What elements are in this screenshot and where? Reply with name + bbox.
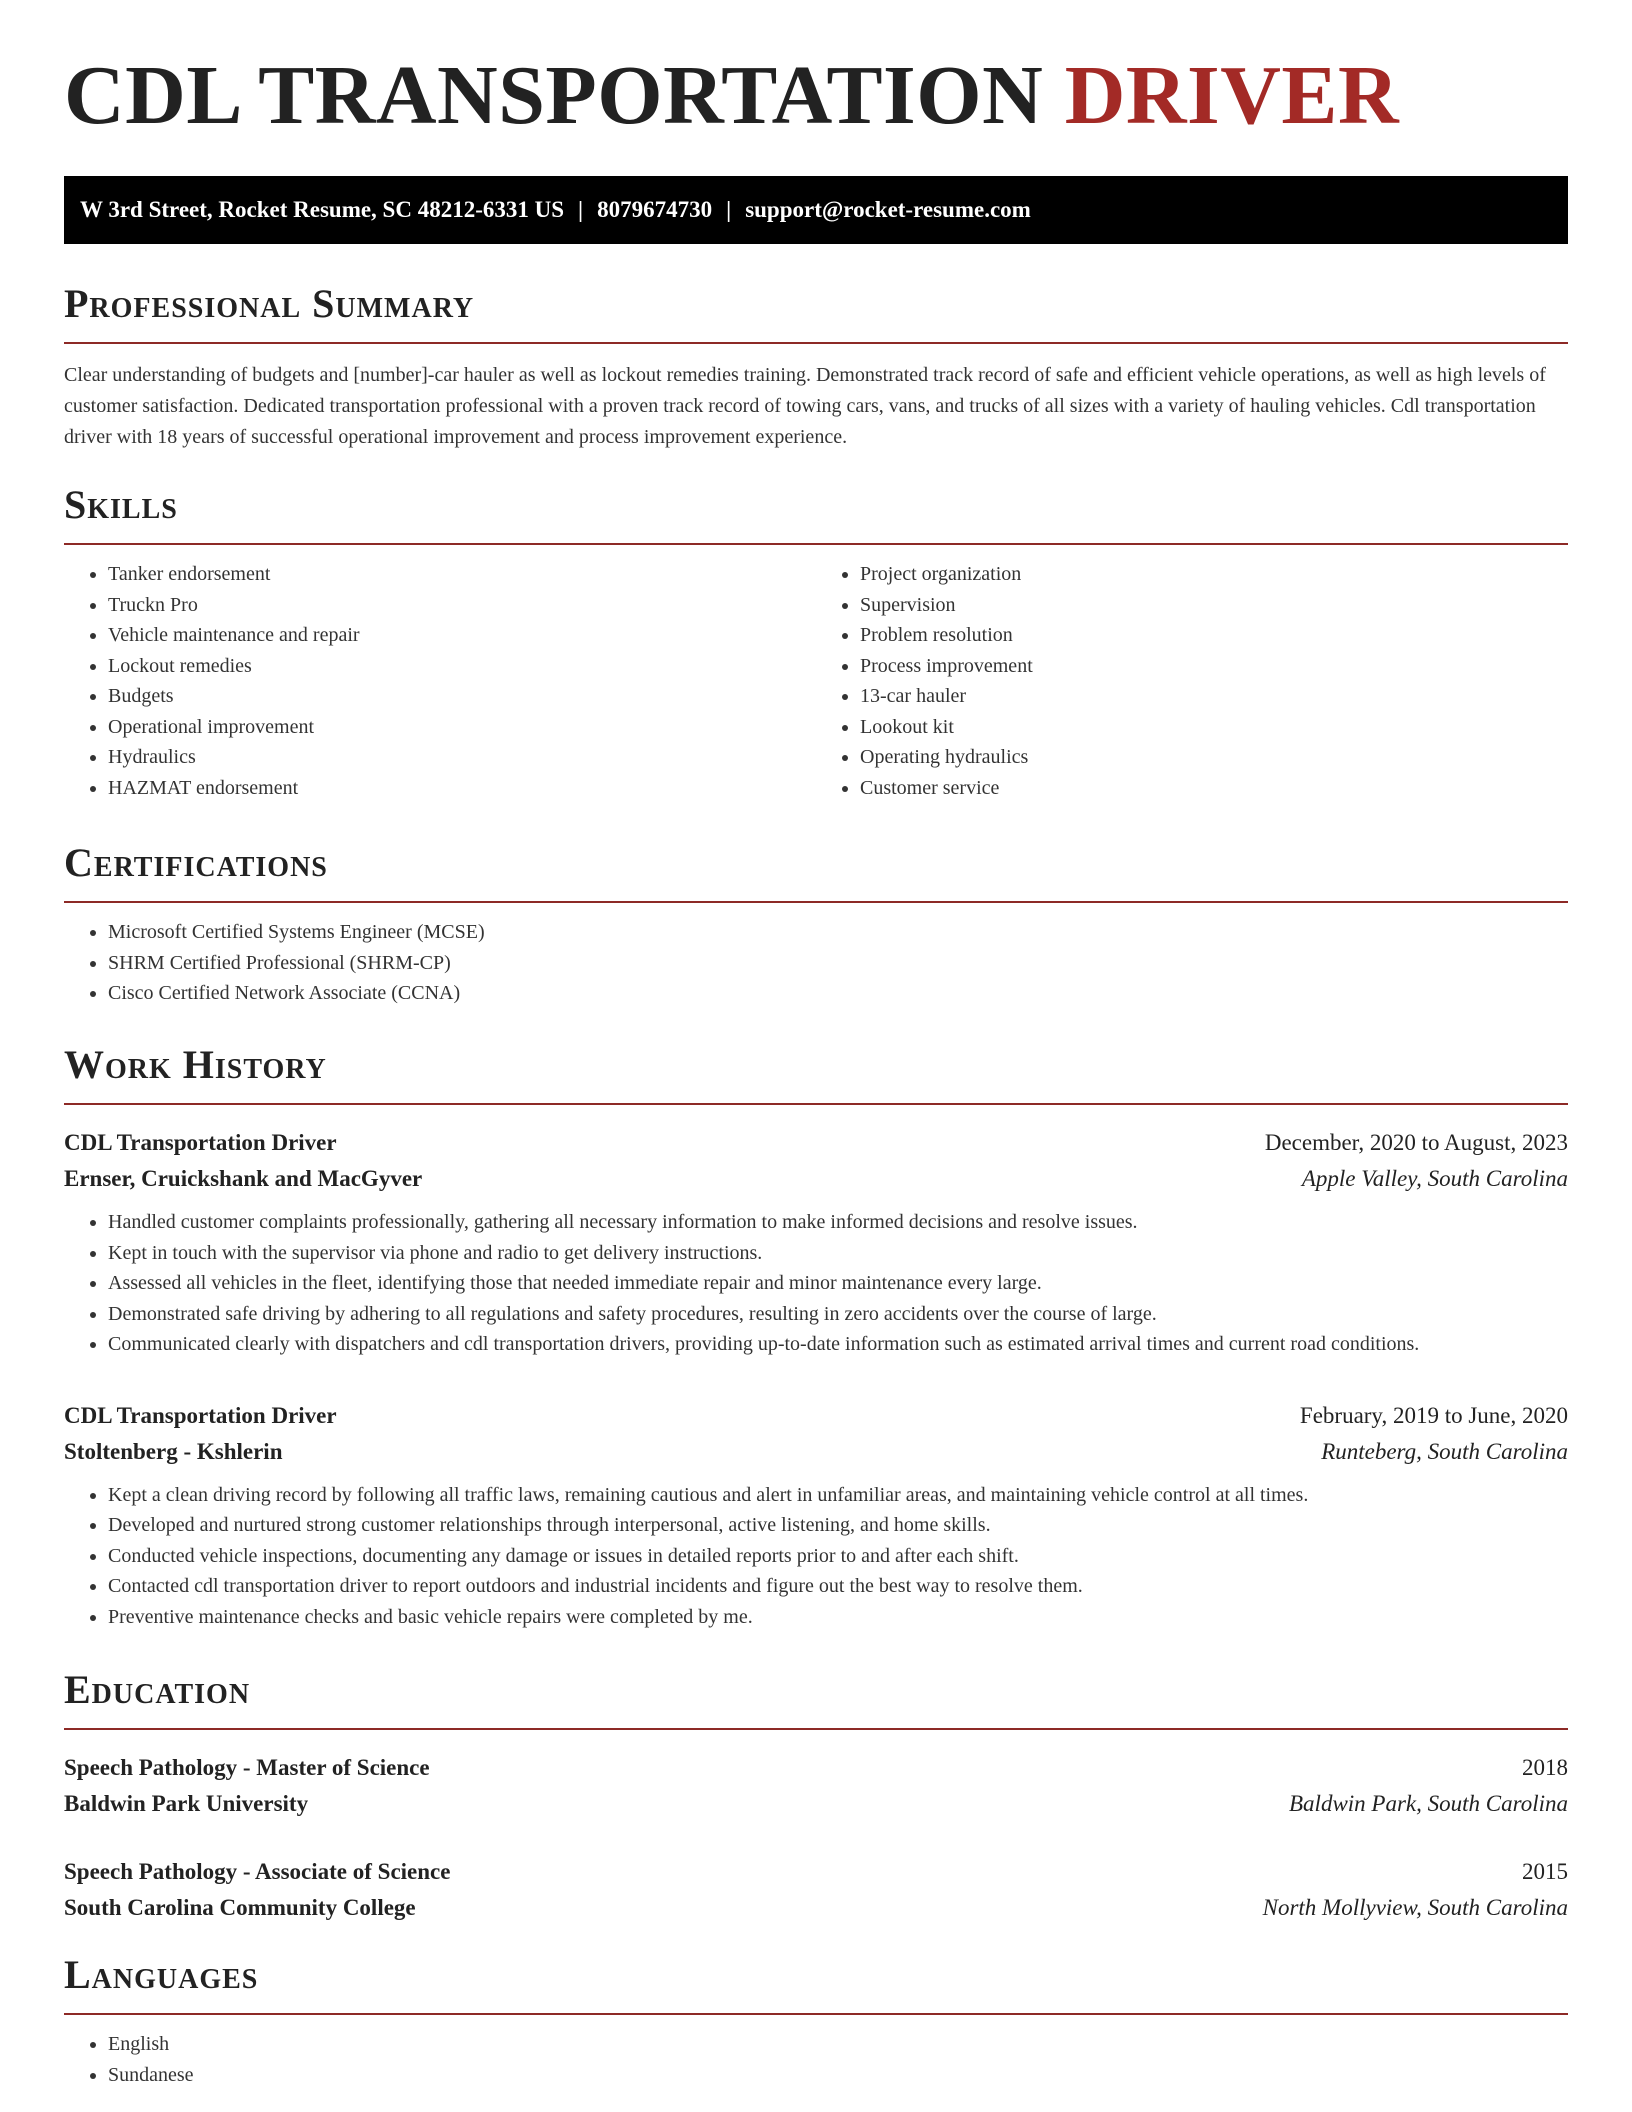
education-section bbox=[64, 1668, 1568, 1926]
job-duty: • Handled customer complaints professionally, gathering all necessary information to make informed decisions and resolve issues. bbox=[108, 1207, 1568, 1238]
certifications-list bbox=[64, 917, 1568, 1009]
summary-heading: Professional Summary bbox=[64, 282, 1568, 344]
job-title: CDL Transportation Driver bbox=[64, 1402, 337, 1428]
skills-list-left bbox=[64, 559, 816, 803]
education-location: Baldwin Park, South Carolina bbox=[1289, 1791, 1568, 1816]
title-main: CDL TRANSPORTATION bbox=[64, 49, 1044, 142]
skill-item: • HAZMAT endorsement bbox=[108, 773, 816, 804]
education-school: South Carolina Community College bbox=[64, 1895, 416, 1920]
job-duty: • Contacted cdl transportation driver to report outdoors and industrial incidents and figure out the best way to resolve them. bbox=[108, 1571, 1568, 1602]
job-company-row bbox=[64, 1161, 1568, 1197]
certification-item: • Cisco Certified Network Associate (CCNA) bbox=[108, 978, 1568, 1009]
language-item: • Sundanese bbox=[108, 2060, 1568, 2091]
skills-heading: Skills bbox=[64, 483, 1568, 545]
job-duty: • Kept in touch with the supervisor via phone and radio to get delivery instructions. bbox=[108, 1238, 1568, 1269]
job-dates: February, 2019 to June, 2020 bbox=[1299, 1402, 1568, 1428]
education-year: 2018 bbox=[1522, 1755, 1568, 1780]
languages-heading: Languages bbox=[64, 1953, 1568, 2015]
education-location: North Mollyview, South Carolina bbox=[1262, 1895, 1568, 1920]
education-year: 2015 bbox=[1522, 1859, 1568, 1884]
education-heading: Education bbox=[64, 1668, 1568, 1730]
education-degree: Speech Pathology - Master of Science bbox=[64, 1755, 430, 1780]
skill-item: • Truckn Pro bbox=[108, 590, 816, 621]
job-location: Runteberg, South Carolina bbox=[1321, 1438, 1568, 1464]
skills-list-right bbox=[816, 559, 1568, 803]
job-duty: • Conducted vehicle inspections, documenting any damage or issues in detailed reports prior to and after each shift. bbox=[108, 1541, 1568, 1572]
skill-item: • Supervision bbox=[860, 590, 1568, 621]
contact-bar bbox=[64, 176, 1568, 244]
job-duty: • Developed and nurtured strong customer relationships through interpersonal, active listening, and home skills. bbox=[108, 1510, 1568, 1541]
education-entry bbox=[64, 1750, 1568, 1822]
skill-item: • Customer service bbox=[860, 773, 1568, 804]
skill-item: • Lockout remedies bbox=[108, 651, 816, 682]
summary-text: Clear understanding of budgets and [number]-car hauler as well as lockout remedies training. Demonstrated track record of safe and efficient vehicle operations, as well as high levels of customer satisfaction. Dedicated transportation professional with a proven track record of towing cars, vans, and trucks of all sizes with a variety of hauling vehicles. Cdl transportation driver with 18 years of successful operational improvement and process improvement experience. bbox=[64, 364, 1546, 448]
job-duty: • Assessed all vehicles in the fleet, identifying those that needed immediate repair and minor maintenance every large. bbox=[108, 1268, 1568, 1299]
job-duty: • Kept a clean driving record by following all traffic laws, remaining cautious and alert in unfamiliar areas, and maintaining vehicle control at all times. bbox=[108, 1480, 1568, 1511]
contact-separator: | bbox=[578, 197, 584, 222]
education-entry bbox=[64, 1854, 1568, 1926]
title-accent: DRIVER bbox=[1064, 49, 1400, 142]
job-title: CDL Transportation Driver bbox=[64, 1130, 337, 1155]
skill-item: • Operating hydraulics bbox=[860, 742, 1568, 773]
job-entry bbox=[64, 1398, 1568, 1633]
education-school-row bbox=[64, 1786, 1568, 1822]
languages-section bbox=[64, 1953, 1568, 2090]
skill-item: • Process improvement bbox=[860, 651, 1568, 682]
job-entry bbox=[64, 1125, 1568, 1360]
skill-item: • Project organization bbox=[860, 559, 1568, 590]
job-location: Apple Valley, South Carolina bbox=[1301, 1166, 1568, 1191]
certifications-heading: Certifications bbox=[64, 841, 1568, 903]
education-school-row bbox=[64, 1890, 1568, 1926]
job-duty: • Communicated clearly with dispatchers and cdl transportation drivers, providing up-to-date information such as estimated arrival times and current road conditions. bbox=[108, 1329, 1568, 1360]
certification-item: • Microsoft Certified Systems Engineer (MCSE) bbox=[108, 917, 1568, 948]
skill-item: • Hydraulics bbox=[108, 742, 816, 773]
skills-section bbox=[64, 483, 1568, 803]
job-company: Stoltenberg - Kshlerin bbox=[64, 1438, 283, 1464]
skill-item: • 13-car hauler bbox=[860, 681, 1568, 712]
language-item: • English bbox=[108, 2029, 1568, 2060]
education-degree-row bbox=[64, 1854, 1568, 1890]
job-duty: • Preventive maintenance checks and basic vehicle repairs were completed by me. bbox=[108, 1602, 1568, 1633]
education-school: Baldwin Park University bbox=[64, 1791, 309, 1816]
skill-item: • Tanker endorsement bbox=[108, 559, 816, 590]
contact-phone: 8079674730 bbox=[597, 197, 713, 222]
job-duties-list bbox=[64, 1480, 1568, 1633]
certifications-section bbox=[64, 841, 1568, 1009]
resume-page bbox=[64, 0, 1568, 2086]
job-company-row bbox=[64, 1434, 1568, 1470]
education-degree: Speech Pathology - Associate of Science bbox=[64, 1859, 451, 1884]
languages-list bbox=[64, 2029, 1568, 2090]
job-title-row bbox=[64, 1398, 1568, 1434]
skill-item: • Vehicle maintenance and repair bbox=[108, 620, 816, 651]
contact-separator: | bbox=[726, 197, 732, 222]
education-degree-row bbox=[64, 1750, 1568, 1786]
skill-item: • Operational improvement bbox=[108, 712, 816, 743]
contact-email[interactable]: support@rocket-resume.com bbox=[745, 197, 1031, 222]
resume-title bbox=[64, 0, 1568, 142]
certification-item: • SHRM Certified Professional (SHRM-CP) bbox=[108, 948, 1568, 979]
skill-item: • Budgets bbox=[108, 681, 816, 712]
job-duties-list bbox=[64, 1207, 1568, 1360]
summary-section bbox=[64, 282, 1568, 453]
skills-columns bbox=[64, 545, 1568, 803]
job-duty: • Demonstrated safe driving by adhering to all regulations and safety procedures, resulting in zero accidents over the course of large. bbox=[108, 1299, 1568, 1330]
skill-item: • Problem resolution bbox=[860, 620, 1568, 651]
skill-item: • Lookout kit bbox=[860, 712, 1568, 743]
job-title-row bbox=[64, 1125, 1568, 1161]
work-history-section bbox=[64, 1043, 1568, 1632]
job-company: Ernser, Cruickshank and MacGyver bbox=[64, 1166, 423, 1191]
contact-address: W 3rd Street, Rocket Resume, SC 48212-6331 US bbox=[80, 197, 565, 222]
work-history-heading: Work History bbox=[64, 1043, 1568, 1105]
job-dates: December, 2020 to August, 2023 bbox=[1264, 1130, 1568, 1155]
